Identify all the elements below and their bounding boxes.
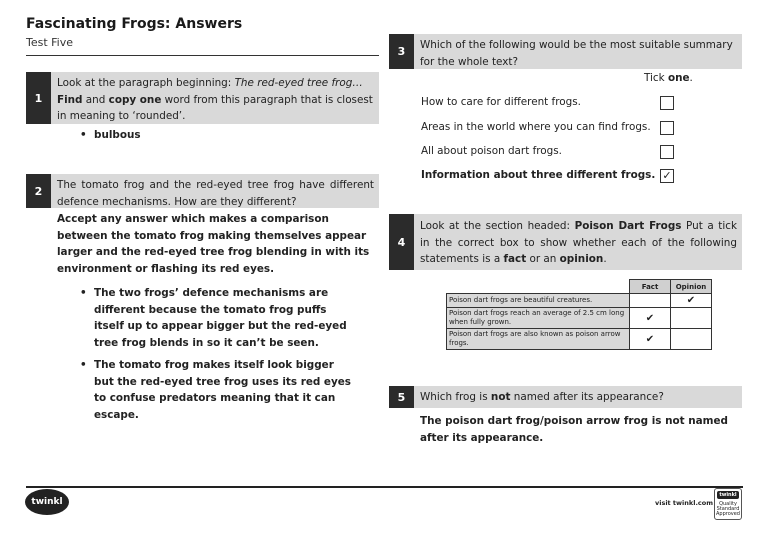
question-2-answer: • The tomato frog makes itself look bigger but the red-eyed tree frog uses its red eyes to confuse predators meaning that it can escape. (80, 357, 356, 423)
page-title: Fascinating Frogs: Answers (26, 16, 243, 32)
question-5-number: 5 (389, 386, 414, 408)
fact-tick-cell[interactable]: ✔ (630, 329, 671, 350)
badge-logo: twinkl (717, 491, 739, 499)
statement-cell: Poison dart frogs are beautiful creatures. (447, 294, 630, 308)
tick-one-instruction: Tick one. (644, 72, 693, 84)
question-1-answer: • bulbous (80, 127, 360, 144)
question-3-box (389, 34, 742, 69)
option-label: All about poison dart frogs. (421, 145, 562, 157)
question-1-number: 1 (26, 72, 51, 124)
question-5-box (389, 386, 742, 408)
question-1-text: Look at the paragraph beginning: The red-eyed tree frog… Find and copy one word from this paragraph that is closest in meaning to ‘rounded’. (57, 77, 373, 122)
option-checkbox[interactable] (660, 121, 674, 135)
fact-opinion-table (446, 279, 712, 350)
page-subtitle: Test Five (26, 36, 74, 49)
question-2-number: 2 (26, 174, 51, 208)
option-label: Areas in the world where you can find frogs. (421, 121, 651, 133)
question-3-text: Which of the following would be the most suitable summary for the whole text? (420, 39, 733, 68)
option-label: How to care for different frogs. (421, 96, 581, 108)
question-2-box (26, 174, 379, 208)
option-label: Information about three different frogs. (421, 169, 656, 181)
twinkl-logo[interactable]: twinkl (25, 489, 69, 515)
quality-badge (714, 488, 742, 520)
title-divider (26, 55, 379, 56)
option-checkbox[interactable] (660, 145, 674, 159)
opinion-header: Opinion (671, 280, 712, 294)
question-2-answers (80, 285, 356, 423)
fact-tick-cell[interactable] (630, 294, 671, 308)
question-2-text: The tomato frog and the red-eyed tree frog have different defence mechanisms. How are they different? (57, 179, 374, 208)
question-5-text: Which frog is not named after its appearance? (420, 391, 664, 403)
option-checkbox[interactable] (660, 96, 674, 110)
table-header-blank (447, 280, 630, 294)
fact-header: Fact (630, 280, 671, 294)
question-1-answers (80, 127, 360, 144)
statement-cell: Poison dart frogs reach an average of 2.5 cm long when fully grown. (447, 308, 630, 329)
visit-link[interactable]: visit twinkl.com (655, 499, 714, 507)
badge-text: Quality Standard Approved (716, 501, 740, 517)
question-2-guidance: Accept any answer which makes a comparison between the tomato frog making themselves appear larger and the red-eyed tree frog blending in with its environment or flashing its red eyes. (57, 213, 370, 275)
fact-tick-cell[interactable]: ✔ (630, 308, 671, 329)
opinion-tick-cell[interactable] (671, 308, 712, 329)
question-5-answer: The poison dart frog/poison arrow frog is not named after its appearance. (420, 415, 728, 444)
table-row (447, 294, 712, 308)
question-2-answer: • The two frogs’ defence mechanisms are different because the tomato frog puffs itself up to appear bigger but the red-eyed tree frog blends in so it can’t be seen. (80, 285, 356, 351)
opinion-tick-cell[interactable] (671, 329, 712, 350)
opinion-tick-cell[interactable]: ✔ (671, 294, 712, 308)
question-3-number: 3 (389, 34, 414, 69)
table-header-row (447, 280, 712, 294)
option-checkbox[interactable]: ✓ (660, 169, 674, 183)
question-4-box (389, 214, 742, 270)
table-row (447, 329, 712, 350)
table-row (447, 308, 712, 329)
statement-cell: Poison dart frogs are also known as poison arrow frogs. (447, 329, 630, 350)
question-1-box (26, 72, 379, 124)
footer-divider (26, 486, 743, 488)
question-4-number: 4 (389, 214, 414, 270)
question-4-text: Look at the section headed: Poison Dart Frogs Put a tick in the correct box to show whether each of the following statements is a fact or an opinion. (420, 220, 737, 265)
